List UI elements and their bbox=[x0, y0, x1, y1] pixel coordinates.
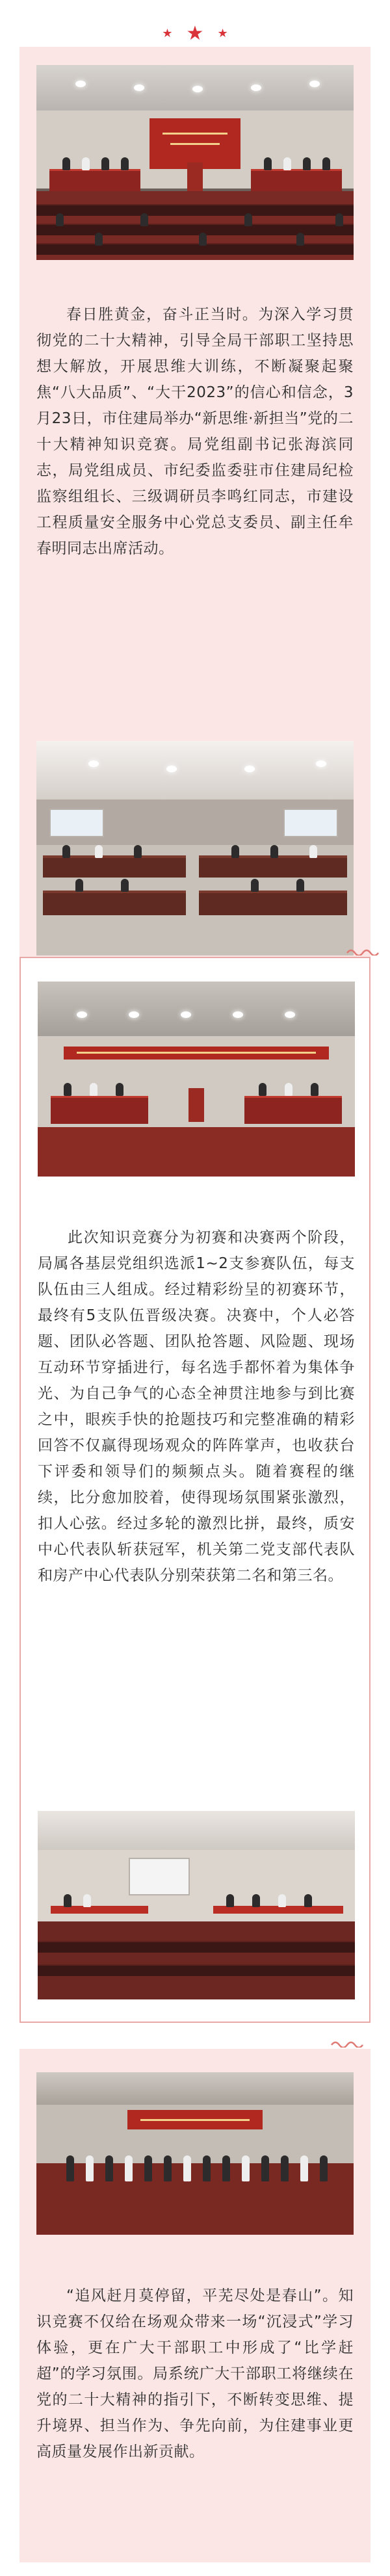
audience-rows-photo bbox=[36, 741, 354, 956]
meeting-hall-stage-photo bbox=[36, 65, 354, 260]
competition-stage-photo bbox=[38, 982, 355, 1177]
closing-paragraph: “追风赶月莫停留，平芜尽处是春山”。知识竞赛不仅给在场观众带来一场“沉浸式”学习体验，更在广大干部职工中形成了“比学赶超”的学习氛围。局系统广大干部职工将继续在党的二十大精神的指引下，不断转变思维、提升境界、担当作为、争先向前，为住建事业更高质量发展作出新贡献。 bbox=[36, 2287, 354, 2460]
award-group-photo bbox=[36, 2072, 354, 2235]
section-card-3 bbox=[20, 2049, 370, 2562]
section-card-2 bbox=[20, 957, 370, 2023]
section-card-1 bbox=[20, 47, 370, 978]
competition-paragraph: 此次知识竞赛分为初赛和决赛两个阶段，局属各基层党组织选派1~2支参赛队伍，每支队伍由三人组成。经过精彩纷呈的初赛环节，最终有5支队伍晋级决赛。决赛中，个人必答题、团队必答题、团队抢答题、风险题、现场互动环节穿插进行，每名选手都怀着为集体争光、为自己争气的心态全神贯注地参与到比赛之中，眼疾手快的抢题技巧和完整准确的精彩回答不仅赢得现场观众的阵阵掌声，也收获台下评委和领导们的频频点头。随着赛程的继续，比分愈加胶着，使得现场氛围紧张激烈，扣人心弦。经过多轮的激烈比拼，最终，质安中心代表队斩获冠军，机关第二党支部代表队和房产中心代表队分别荣获第二名和第三名。 bbox=[38, 1229, 355, 1584]
intro-paragraph: 春日胜黄金，奋斗正当时。为深入学习贯彻党的二十大精神，引导全局干部职工坚持思想大解放，开展思维大训练，不断凝聚起聚焦“八大品质”、“大干2023”的信心和信念，3月23日，市住建局举办“新思维·新担当”党的二十大精神知识竞赛。局党组副书记张海滨同志，局党组成员、市纪委监委驻市住建局纪检监察组组长、三级调研员李鸣红同志，市建设工程质量安全服务中心党总支委员、副主任牟春明同志出席活动。 bbox=[36, 306, 354, 557]
decorative-stars bbox=[0, 22, 390, 45]
wave-decoration-icon bbox=[346, 946, 381, 956]
judges-panel-photo bbox=[38, 1811, 355, 1999]
star-icon: ★ bbox=[162, 27, 173, 40]
wave-decoration-icon bbox=[330, 2038, 365, 2048]
star-icon: ★ bbox=[217, 27, 228, 40]
star-icon: ★ bbox=[186, 22, 204, 45]
